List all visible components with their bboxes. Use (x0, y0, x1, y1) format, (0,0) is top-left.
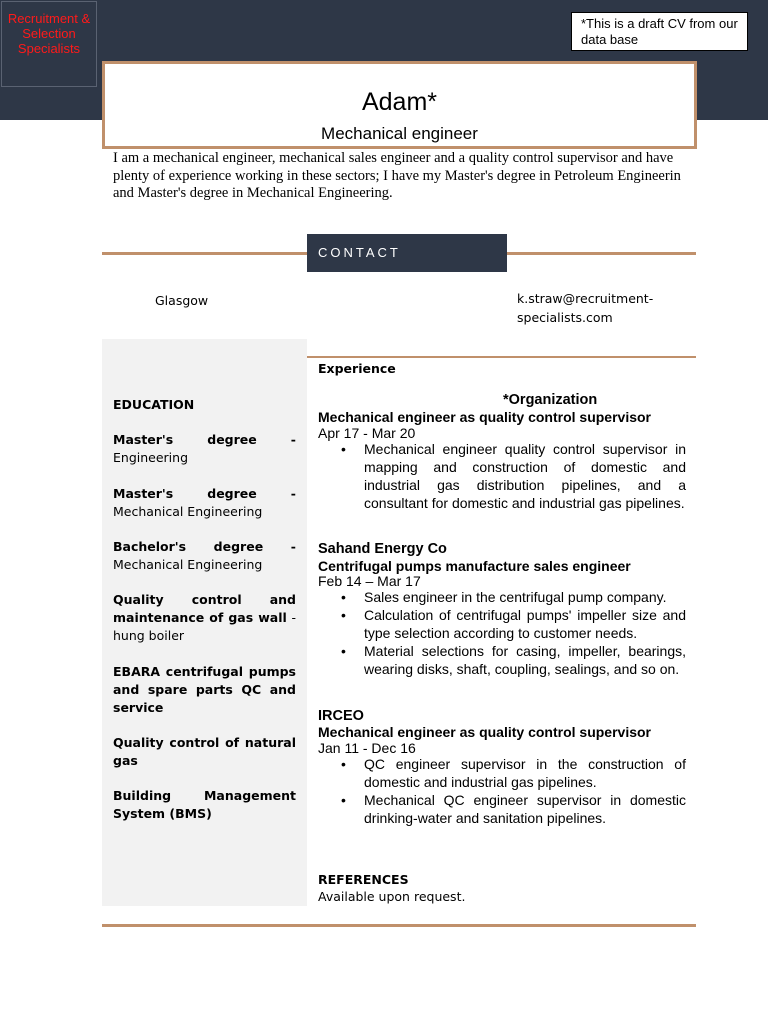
name-box (102, 61, 697, 149)
education-item-course: Quality control and maintenance of gas wall (113, 592, 296, 625)
experience-heading: Experience (318, 361, 396, 376)
job-duties (318, 755, 686, 827)
education-item (113, 787, 296, 823)
job-duty: • Mechanical QC engineer supervisor in domestic drinking-water and sanitation pipelines. (318, 791, 686, 827)
education-item-course: EBARA centrifugal pumps and spare parts QC and service (113, 664, 296, 715)
job-company: IRCEO (318, 708, 364, 724)
education-item (113, 663, 296, 717)
job-company: Sahand Energy Co (318, 541, 447, 557)
job-period: Feb 14 – Mar 17 (318, 573, 421, 589)
education-item-field: Mechanical Engineering (113, 504, 263, 519)
job-duties (318, 440, 686, 512)
job-role: Mechanical engineer as quality control supervisor (318, 409, 651, 425)
organization-placeholder: *Organization (503, 392, 598, 408)
education-item-degree: Bachelor's degree - (113, 539, 296, 554)
education-item-field: Engineering (113, 450, 188, 465)
education-item-course: Quality control of natural gas (113, 735, 296, 768)
job-period: Apr 17 - Mar 20 (318, 425, 416, 441)
contact-heading: CONTACT (307, 234, 507, 272)
education-item-course: Building Management System (BMS) (113, 788, 296, 821)
job-role: Centrifugal pumps manufacture sales engineer (318, 558, 631, 574)
job-duty: • Sales engineer in the centrifugal pump company. (318, 588, 686, 606)
job-role: Mechanical engineer as quality control supervisor (318, 724, 651, 740)
education-heading: EDUCATION (113, 397, 195, 412)
education-item (113, 591, 296, 645)
education-item (113, 485, 296, 521)
education-item (113, 734, 296, 770)
footer-divider (102, 924, 696, 927)
education-item-degree: Master's degree - (113, 486, 296, 501)
experience-divider (307, 356, 696, 358)
job-duty: • QC engineer supervisor in the construction of domestic and industrial gas pipelines. (318, 755, 686, 791)
references-text: Available upon request. (318, 889, 466, 904)
job-duties (318, 588, 686, 678)
education-item-detail: - hung boiler (113, 610, 296, 643)
contact-divider-right (507, 252, 696, 255)
draft-note: *This is a draft CV from our data base (571, 12, 748, 51)
education-item (113, 538, 296, 574)
job-duty: • Calculation of centrifugal pumps' impeller size and type selection according to customer needs. (318, 606, 686, 642)
contact-city: Glasgow (155, 293, 209, 308)
education-item (113, 431, 296, 467)
job-duty: • Mechanical engineer quality control supervisor in mapping and construction of domestic and industrial gas distribution pipelines, and a consultant for domestic and industrial gas pipelines. (318, 440, 686, 512)
education-item-field: Mechanical Engineering (113, 557, 263, 572)
contact-email: k.straw@recruitment-specialists.com (517, 291, 654, 325)
references-heading: REFERENCES (318, 872, 409, 887)
profile-summary: I am a mechanical engineer, mechanical sales engineer and a quality control supervisor and have plenty of experience working in these sectors; I have my Master's degree in Petroleum Engineerin and Master's degree in Mechanical Engineering. (113, 150, 681, 201)
candidate-name: Adam* (361, 88, 438, 116)
education-item-degree: Master's degree - (113, 432, 296, 447)
agency-label: Recruitment & Selection Specialists (1, 1, 97, 87)
job-duty: • Material selections for casing, impeller, bearings, wearing disks, shaft, coupling, sealings, and so on. (318, 642, 686, 678)
job-period: Jan 11 - Dec 16 (318, 740, 416, 756)
candidate-title: Mechanical engineer (321, 124, 478, 143)
contact-divider-left (102, 252, 307, 255)
